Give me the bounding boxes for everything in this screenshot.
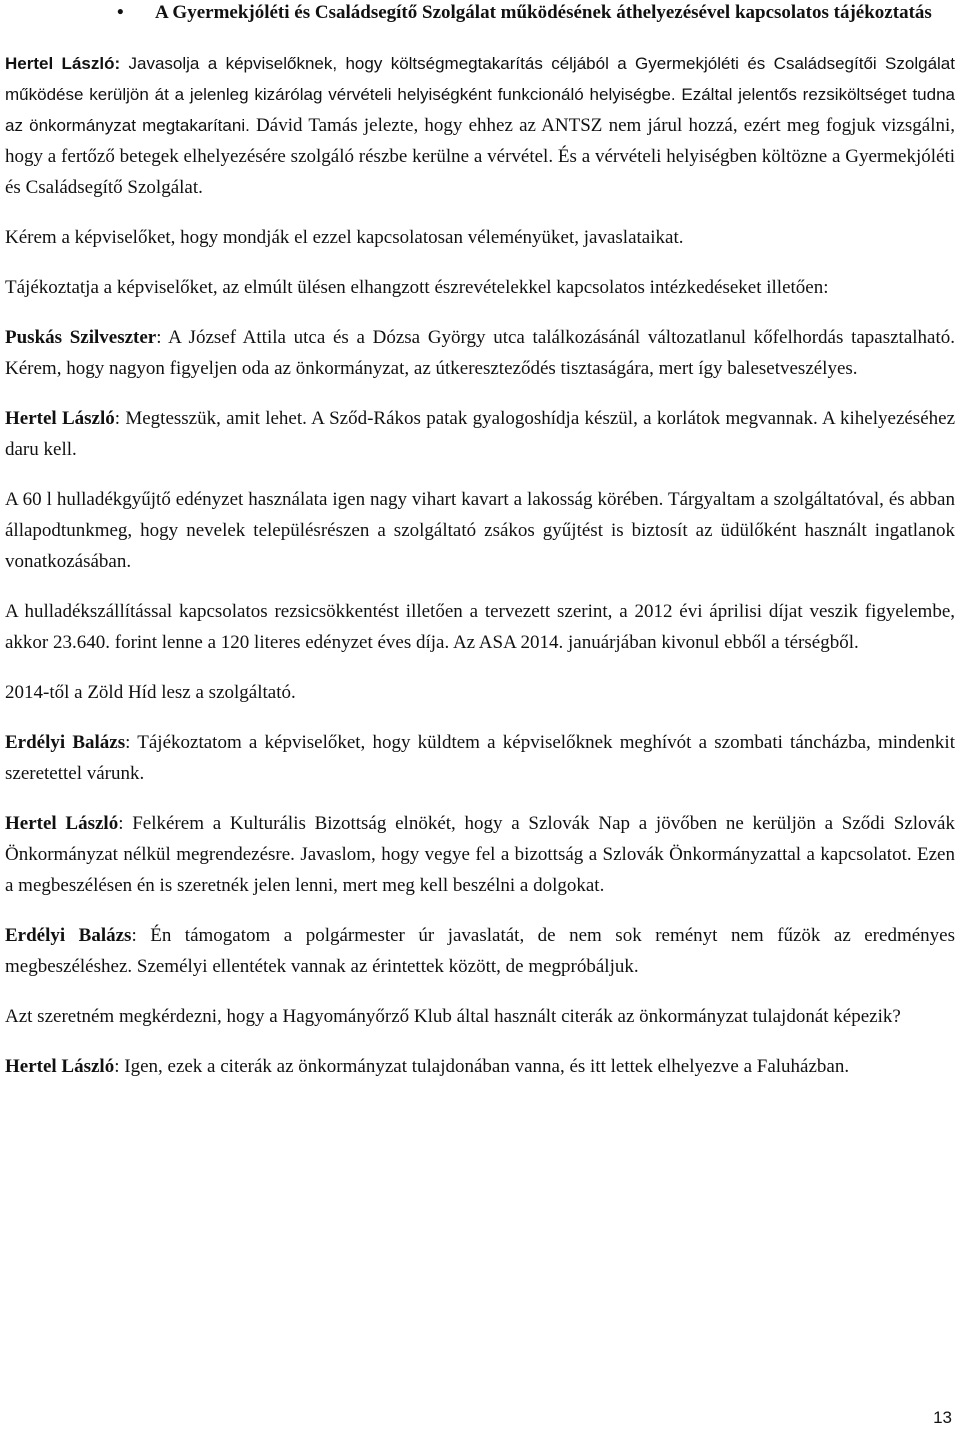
paragraph-hertel-4 (5, 1051, 955, 1082)
paragraph-text: : Igen, ezek a citerák az önkormányzat tulajdonában vanna, és itt lettek elhelyezve a Faluházban. (114, 1056, 850, 1077)
paragraph-waste-fees (5, 596, 955, 658)
paragraph-text: : Megtesszük, amit lehet. A Sződ-Rákos patak gyalogoshídja készül, a korlátok megvannak. A kihelyezéséhez daru kell. (5, 408, 955, 460)
paragraph-question (5, 1001, 955, 1032)
speaker-name: Erdélyi Balázs (5, 925, 132, 946)
paragraph-text: : Tájékoztatom a képviselőket, hogy küldtem a képviselőknek meghívót a szombati táncházba, mindenkit szeretettel várunk. (5, 732, 955, 784)
speaker-name: Hertel László (5, 408, 115, 429)
paragraph-text: : A József Attila utca és a Dózsa György utca találkozásánál változatlanul kőfelhordás tapasztalható. Kérem, hogy nagyon figyeljen oda az önkormányzat, az útkereszteződés tisztaságára, mert így balesetveszélyes. (5, 327, 955, 379)
paragraph-text-sans: Javasolja a képviselőknek, hogy költségmegtakarítás céljából a Gyermekjóléti és Családsegítői Szolgálat működése kerüljön át a jelenleg kizárólag vérvételi helyiségként funkcionáló helyiségbe. Ezáltal jelentős rezsiköltséget tudna az önkormányzat megtakarítani. (5, 54, 955, 135)
paragraph-text: Tájékoztatja a képviselőket, az elmúlt ülésen elhangzott észrevételekkel kapcsolatos intézkedéseket illetően: (5, 277, 829, 298)
paragraph-information (5, 272, 955, 303)
paragraph-hertel-1 (5, 48, 955, 203)
document-page (5, 0, 955, 1101)
paragraph-text: 2014-től a Zöld Híd lesz a szolgáltató. (5, 682, 296, 703)
speaker-name: Hertel László (5, 1056, 115, 1077)
paragraph-request-opinions (5, 222, 955, 253)
speaker-name: Puskás Szilveszter (5, 327, 157, 348)
speaker-name: Hertel László: (5, 54, 121, 73)
paragraph-hertel-3 (5, 808, 955, 901)
speaker-name: Erdélyi Balázs (5, 732, 126, 753)
paragraph-text: Dávid Tamás jelezte, hogy ehhez az ANTSZ nem járul hozzá, ezért meg fogjuk vizsgálni, hogy a fertőző betegek elhelyezésére szolgáló részbe kerülne a vérvétel. És a vérvételi helyiségben költözne a Gyermekjóléti és Családsegítő Szolgálat. (5, 115, 955, 198)
paragraph-puskas (5, 322, 955, 384)
paragraph-text: A 60 l hulladékgyűjtő edényzet használata igen nagy vihart kavart a lakosság körében. Tárgyaltam a szolgáltatóval, és abban állapodtunkmeg, hogy nevelek településrészen a szolgáltató zsákos gyűjtést is biztosít az üdülőként használt ingatlanok vonatkozásában. (5, 489, 955, 572)
paragraph-text: : Én támogatom a polgármester úr javaslatát, de nem sok reményt nem fűzök az eredményes megbeszéléshez. Személyi ellentétek vannak az érintettek között, de megpróbáljuk. (5, 925, 955, 977)
paragraph-new-provider (5, 677, 955, 708)
paragraph-text: : Felkérem a Kulturális Bizottság elnökét, hogy a Szlovák Nap a jövőben ne kerüljön a Sződi Szlovák Önkormányzat nélkül megrendezésre. Javaslom, hogy vegye fel a bizottság a Szlovák Önkormányzattal a kapcsolatot. Ezen a megbeszélésen én is szeretnék jelen lenni, mert meg kell beszélni a dolgokat. (5, 813, 955, 896)
paragraph-erdelyi-1 (5, 727, 955, 789)
section-heading-text: A Gyermekjóléti és Családsegítő Szolgálat működésének áthelyezésével kapcsolatos tájékoztatás (155, 2, 932, 23)
bullet-icon: • (117, 2, 124, 23)
speaker-name: Hertel László (5, 813, 119, 834)
paragraph-text: A hulladékszállítással kapcsolatos rezsicsökkentést illetően a tervezett szerint, a 2012 évi áprilisi díjat veszik figyelembe, akkor 23.640. forint lenne a 120 literes edényzet éves díja. Az ASA 2014. januárjában kivonul ebből a térségből. (5, 601, 955, 653)
paragraph-waste-bins (5, 484, 955, 577)
paragraph-hertel-2 (5, 403, 955, 465)
paragraph-text: Kérem a képviselőket, hogy mondják el ezzel kapcsolatosan véleményüket, javaslataikat. (5, 227, 684, 248)
page-number: 13 (933, 1408, 952, 1427)
paragraph-text: Azt szeretném megkérdezni, hogy a Hagyományőrző Klub által használt citerák az önkormányzat tulajdonát képezik? (5, 1006, 901, 1027)
section-heading (5, 0, 955, 26)
paragraph-erdelyi-2 (5, 920, 955, 982)
